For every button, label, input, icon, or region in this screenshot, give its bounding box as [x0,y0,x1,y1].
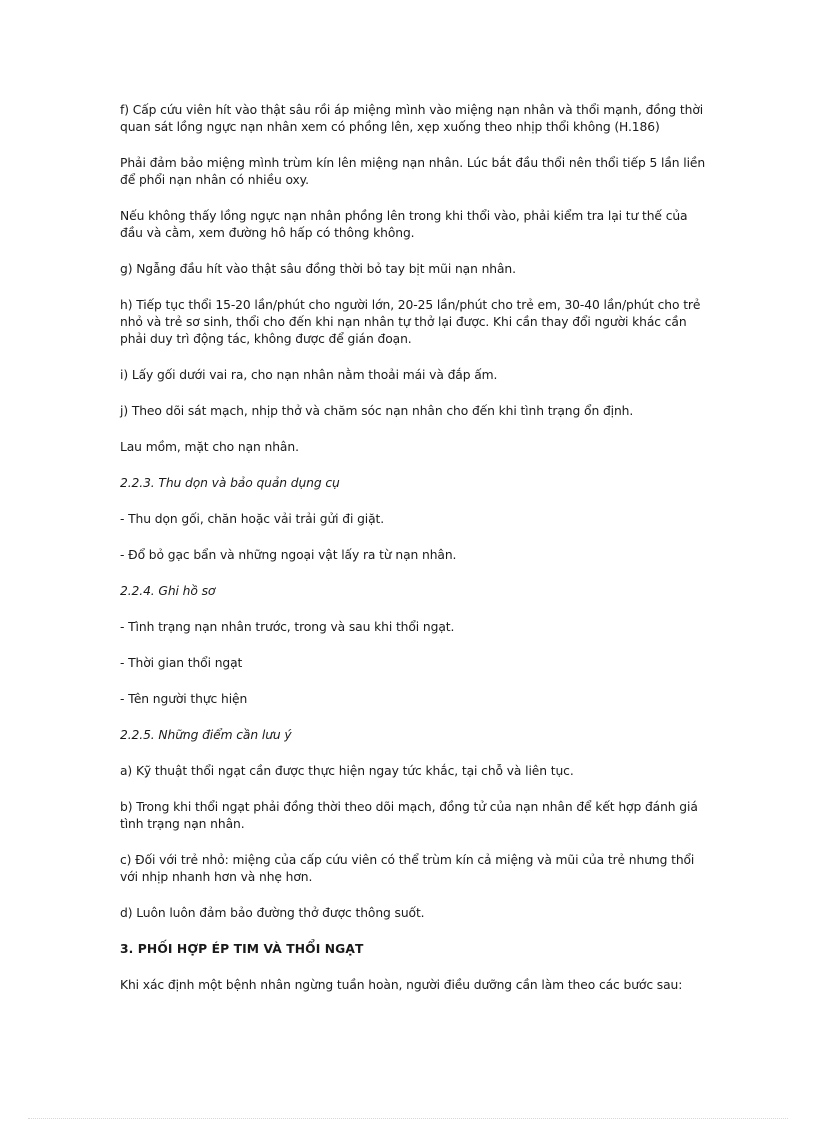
section-heading-2-2-4: 2.2.4. Ghi hồ sơ [120,584,216,598]
paragraph-wipe-face: Lau mồm, mặt cho nạn nhân. [120,440,299,454]
list-item-cleanup-linens: - Thu dọn gối, chăn hoặc vải trải gửi đi giặt. [120,512,385,526]
document-page [120,102,710,1013]
paragraph-note-c: c) Đối với trẻ nhỏ: miệng của cấp cứu viên có thể trùm kín cả miệng và mũi của trẻ nhưng thổi với nhịp nhanh hơn và nhẹ hơn. [120,853,695,884]
list-item-patient-condition: - Tình trạng nạn nhân trước, trong và sau khi thổi ngạt. [120,620,455,634]
paragraph-step-g: g) Ngẫng đầu hít vào thật sâu đồng thời bỏ tay bịt mũi nạn nhân. [120,262,516,276]
page-bottom-divider [28,1118,788,1119]
paragraph-step-h: h) Tiếp tục thổi 15-20 lần/phút cho người lớn, 20-25 lần/phút cho trẻ em, 30-40 lần/phút cho trẻ nhỏ và trẻ sơ sinh, thổi cho đến khi nạn nhân tự thở lại được. Khi cần thay đổi người khác cần phải duy trì động tác, không được để gián đoạn. [120,298,701,346]
paragraph-seal-mouth: Phải đảm bảo miệng mình trùm kín lên miệng nạn nhân. Lúc bắt đầu thổi nên thổi tiếp 5 lần liền để phổi nạn nhân có nhiều oxy. [120,156,706,187]
list-item-performer: - Tên người thực hiện [120,692,248,706]
paragraph-check-chest: Nếu không thấy lồng ngực nạn nhân phồng lên trong khi thổi vào, phải kiểm tra lại tư thế của đầu và cằm, xem đường hô hấp có thông không. [120,209,688,240]
paragraph-step-f: f) Cấp cứu viên hít vào thật sâu rồi áp miệng mình vào miệng nạn nhân và thổi mạnh, đồng thời quan sát lồng ngực nạn nhân xem có phồng lên, xẹp xuống theo nhịp thổi không (H.186) [120,103,704,134]
paragraph-note-a: a) Kỹ thuật thổi ngạt cần được thực hiện ngay tức khắc, tại chỗ và liên tục. [120,764,574,778]
paragraph-note-b: b) Trong khi thổi ngạt phải đồng thời theo dõi mạch, đồng tử của nạn nhân để kết hợp đánh giá tình trạng nạn nhân. [120,800,698,831]
paragraph-note-d: d) Luôn luôn đảm bảo đường thở được thông suốt. [120,906,425,920]
paragraph-step-j: j) Theo dõi sát mạch, nhịp thở và chăm sóc nạn nhân cho đến khi tình trạng ổn định. [120,404,634,418]
section-heading-3: 3. PHỐI HỢP ÉP TIM VÀ THỔI NGẠT [120,942,364,956]
section-heading-2-2-5: 2.2.5. Những điểm cần lưu ý [120,728,292,742]
section-heading-2-2-3: 2.2.3. Thu dọn và bảo quản dụng cụ [120,476,340,490]
paragraph-step-i: i) Lấy gối dưới vai ra, cho nạn nhân nằm thoải mái và đắp ấm. [120,368,498,382]
list-item-discard-gauze: - Đổ bỏ gạc bẩn và những ngoại vật lấy ra từ nạn nhân. [120,548,457,562]
list-item-duration: - Thời gian thổi ngạt [120,656,243,670]
paragraph-intro-steps: Khi xác định một bệnh nhân ngừng tuần hoàn, người điều dưỡng cần làm theo các bước sau: [120,978,683,992]
